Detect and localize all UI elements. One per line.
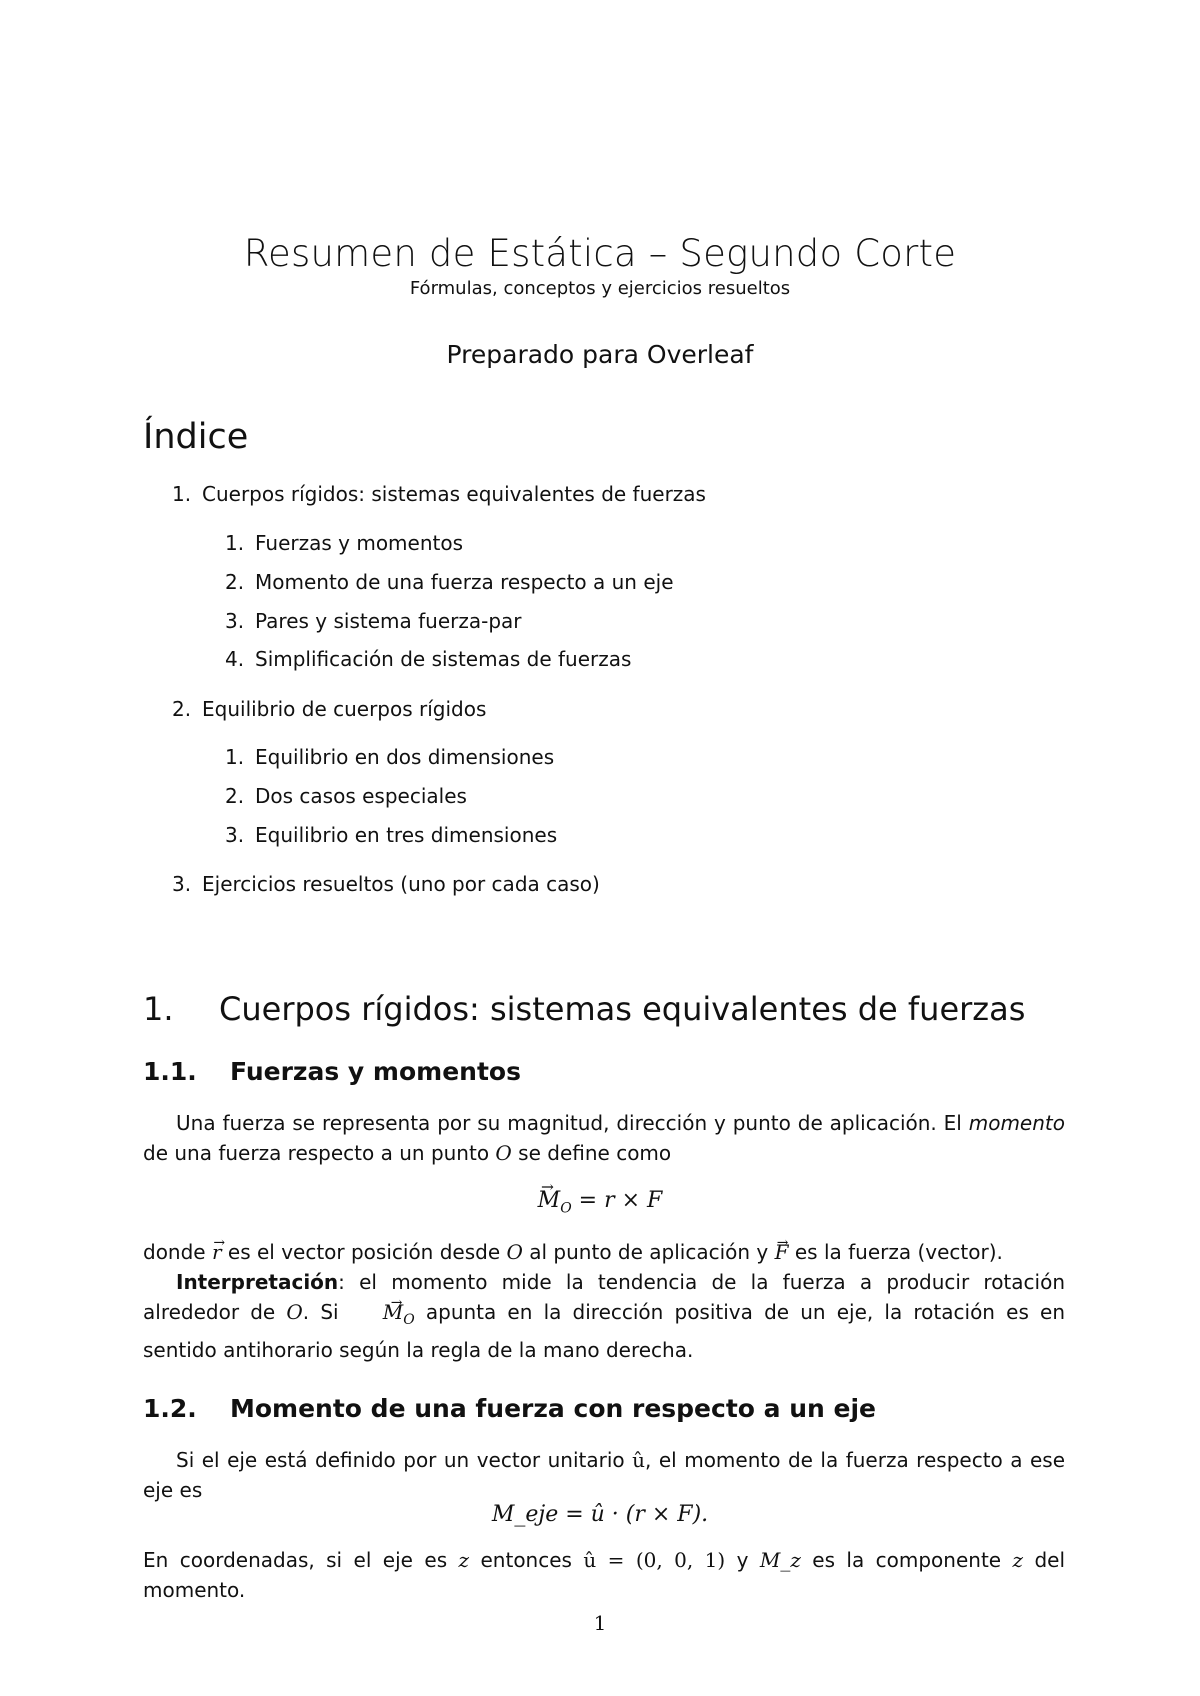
subsection-number: 1.2. (143, 1394, 197, 1423)
toc-item-label: Equilibrio de cuerpos rígidos (202, 697, 487, 721)
text: del momento. (143, 1548, 1066, 1602)
toc-heading: Índice (143, 417, 249, 457)
subsection-heading (143, 1057, 521, 1086)
document-author: Preparado para Overleaf (446, 340, 754, 369)
toc-subitem[interactable] (225, 570, 674, 594)
equation: M_eje = û · (r × F). (491, 1502, 709, 1527)
text: En coordenadas, si el eje es (143, 1548, 459, 1572)
math-symbol: M_z (759, 1548, 801, 1572)
text: de una fuerza respecto a un punto (143, 1141, 496, 1165)
toc-item[interactable] (172, 872, 600, 896)
toc-subitem[interactable] (225, 784, 467, 808)
text: entonces (469, 1548, 584, 1572)
toc-item-number: 3. (172, 872, 192, 896)
document-subtitle: Fórmulas, conceptos y ejercicios resueltos (409, 278, 791, 299)
page-number: 1 (593, 1611, 607, 1635)
text: es la componente (800, 1548, 1013, 1572)
paragraph (143, 1545, 1065, 1605)
text: , el momento de la fuerza respecto a ese eje es (143, 1448, 1066, 1502)
subscript: O (403, 1312, 415, 1328)
vector-symbol: → M (350, 1297, 403, 1327)
toc-item-number: 1. (172, 482, 192, 506)
toc-item-label: Simplificación de sistemas de fuerzas (255, 647, 632, 671)
paragraph (143, 1237, 1065, 1267)
toc-subitem[interactable] (225, 609, 522, 633)
vector-symbol: → M (538, 1188, 561, 1213)
text: se define como (511, 1141, 672, 1165)
text: Una fuerza se representa por su magnitud, dirección y punto de aplicación. El (176, 1111, 969, 1135)
toc-item[interactable] (172, 697, 486, 721)
toc-item-label: Equilibrio en dos dimensiones (255, 745, 555, 769)
subsection-title: Fuerzas y momentos (230, 1057, 521, 1086)
subsection-number: 1.1. (143, 1057, 197, 1086)
toc-item-number: 1. (225, 531, 245, 555)
text: es el vector posición desde (221, 1240, 507, 1264)
math-symbol: z (458, 1548, 470, 1572)
toc-item-label: Equilibrio en tres dimensiones (255, 823, 558, 847)
math-symbol: O (506, 1240, 523, 1264)
text: apunta en la dirección positiva de un eje, la rotación es en sentido antihorario según la regla de la mano derecha. (143, 1300, 1066, 1362)
math-symbol: û (632, 1448, 646, 1472)
bold-text: Interpretación (176, 1270, 339, 1294)
toc-item-label: Momento de una fuerza respecto a un eje (255, 570, 674, 594)
toc-item-number: 4. (225, 647, 245, 671)
text: al punto de aplicación y (522, 1240, 775, 1264)
toc-item[interactable] (172, 482, 706, 506)
toc-item-number: 2. (225, 570, 245, 594)
subscript: O (560, 1200, 572, 1217)
math-symbol: O (495, 1141, 512, 1165)
math-symbol: z (1012, 1548, 1024, 1572)
equation (0, 1188, 1200, 1216)
section-title: Cuerpos rígidos: sistemas equivalentes de fuerzas (219, 990, 1026, 1028)
vector-symbol: → r (212, 1237, 222, 1267)
toc-item-label: Cuerpos rígidos: sistemas equivalentes de fuerzas (202, 482, 706, 506)
toc-subitem[interactable] (225, 745, 554, 769)
paragraph (143, 1445, 1065, 1505)
toc-subitem[interactable] (225, 823, 557, 847)
section-heading (143, 990, 1025, 1028)
text: Si el eje está definido por un vector unitario (176, 1448, 633, 1472)
text: y (725, 1548, 760, 1572)
vector-symbol: → F (775, 1237, 789, 1267)
text: es la fuerza (vector). (788, 1240, 1003, 1264)
toc-item-number: 3. (225, 823, 245, 847)
toc-item-label: Ejercicios resueltos (uno por cada caso) (202, 872, 600, 896)
math-expression: û = (0, 0, 1) (583, 1548, 726, 1572)
math-symbol: O (286, 1300, 303, 1324)
toc-item-number: 2. (172, 697, 192, 721)
document-title: Resumen de Estática – Segundo Corte (243, 232, 957, 275)
toc-item-number: 2. (225, 784, 245, 808)
text: donde (143, 1240, 212, 1264)
subsection-heading (143, 1394, 876, 1423)
toc-item-number: 1. (225, 745, 245, 769)
equation-rhs: = r × F (571, 1188, 663, 1213)
section-number: 1. (143, 990, 174, 1028)
toc-item-label: Dos casos especiales (255, 784, 467, 808)
toc-item-number: 3. (225, 609, 245, 633)
paragraph (143, 1267, 1065, 1365)
toc-item-label: Pares y sistema fuerza-par (255, 609, 522, 633)
text: . Si (302, 1300, 350, 1324)
toc-subitem[interactable] (225, 647, 631, 671)
text: : el momento mide la tendencia de la fuerza a producir rotación alrededor de (143, 1270, 1065, 1324)
toc-subitem[interactable] (225, 531, 463, 555)
subsection-title: Momento de una fuerza con respecto a un eje (230, 1394, 877, 1423)
emphasis: momento (968, 1111, 1065, 1135)
paragraph (143, 1108, 1065, 1168)
toc-item-label: Fuerzas y momentos (255, 531, 464, 555)
